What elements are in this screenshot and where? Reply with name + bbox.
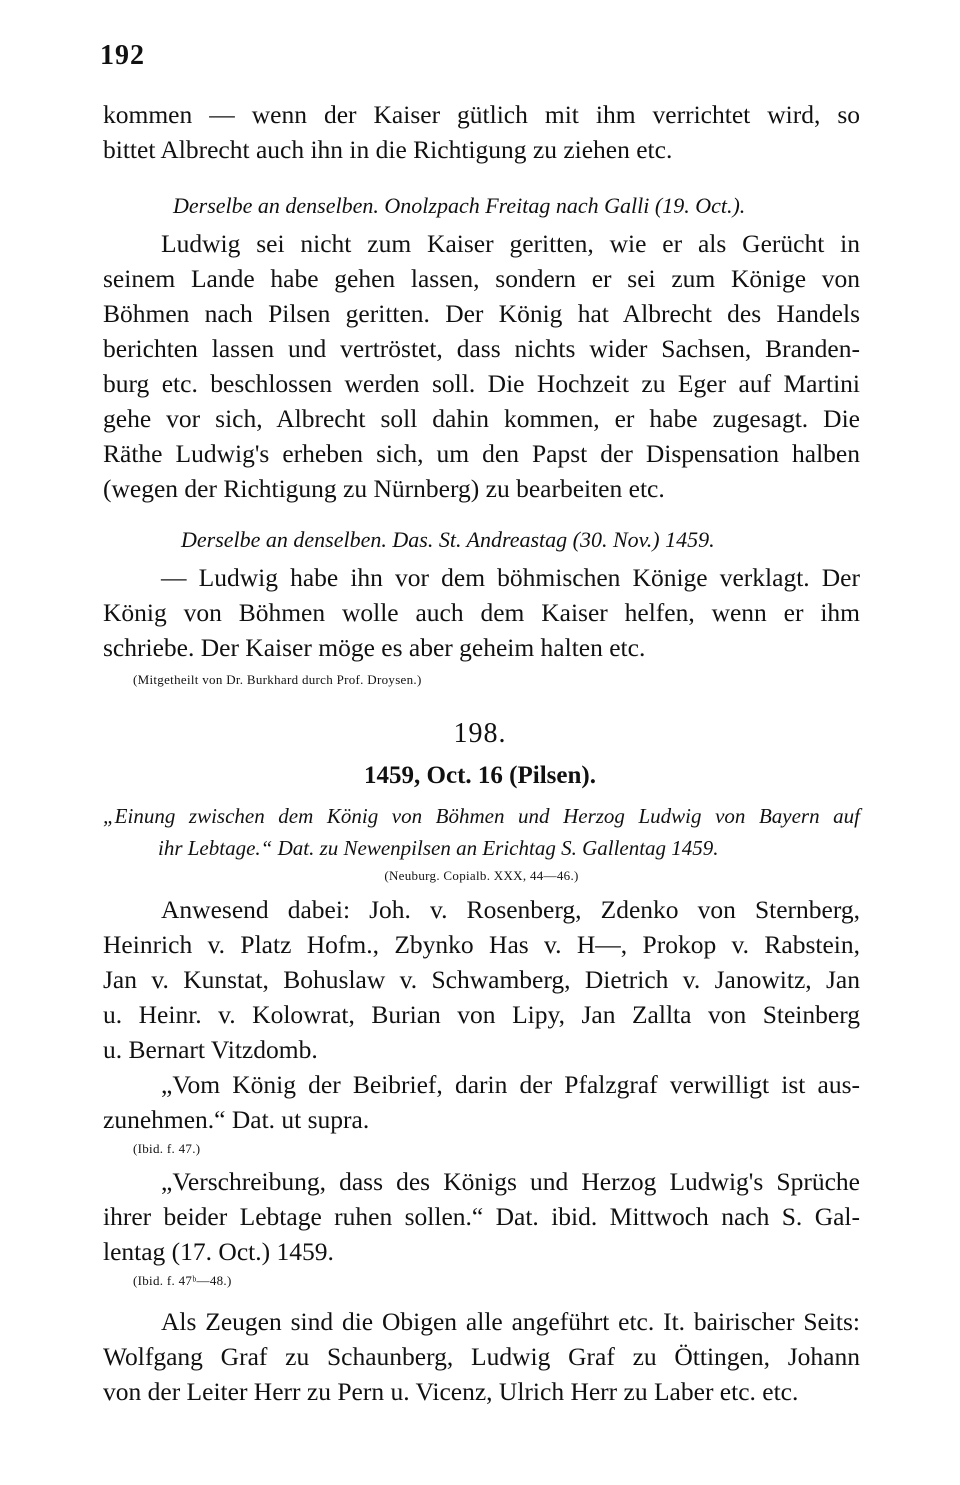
source-note-2	[103, 1139, 860, 1159]
text-line: (wegen der Richtigung zu Nürnberg) zu bearbeiten etc.	[103, 474, 665, 503]
text-line: Anwesend dabei: Joh. v. Rosenberg, Zdenko von Sternberg,	[161, 895, 860, 924]
letter-paragraph-1	[103, 226, 860, 506]
opening-paragraph	[103, 97, 860, 167]
text-line: „Verschreibung, dass des Königs und Herzog Ludwig's Sprüche	[161, 1167, 860, 1196]
document-date: 1459, Oct. 16 (Pilsen).	[364, 762, 596, 789]
text-line: Böhmen nach Pilsen geritten. Der König hat Albrecht des Handels	[103, 299, 860, 328]
document-source	[103, 866, 860, 886]
attendees-paragraph	[103, 892, 860, 1067]
text-line: ihrer beider Lebtage ruhen sollen.“ Dat. ibid. Mittwoch nach S. Gal-	[103, 1202, 860, 1231]
text-line: Wolfgang Graf zu Schaunberg, Ludwig Graf zu Öttingen, Johann	[103, 1342, 860, 1371]
text-line: bittet Albrecht auch ihn in die Richtigung zu ziehen etc.	[103, 135, 673, 164]
letter-heading: Derselbe an denselben. Das. St. Andreastag (30. Nov.) 1459.	[181, 527, 715, 552]
text-line: u. Bernart Vitzdomb.	[103, 1035, 318, 1064]
title-line: „Einung zwischen dem König von Böhmen und Herzog Ludwig von Bayern auf	[103, 804, 860, 828]
text-line: Ludwig sei nicht zum Kaiser geritten, wie er als Gerücht in	[161, 229, 860, 258]
source-note	[103, 670, 860, 690]
text-line: — Ludwig habe ihn vor dem böhmischen Könige verklagt. Der	[161, 563, 860, 592]
page-number: 192	[100, 40, 145, 71]
letter-heading-2	[103, 525, 860, 555]
document-title	[103, 800, 860, 864]
title-line: ihr Lebtage.“ Dat. zu Newenpilsen an Erichtag S. Gallentag 1459.	[158, 836, 719, 860]
letter-paragraph-2	[103, 560, 860, 665]
letter-heading-1	[103, 191, 860, 221]
text-line: Räthe Ludwig's erheben sich, um den Papst der Dispensation halben	[103, 439, 860, 468]
beibrief-paragraph	[103, 1067, 860, 1137]
text-line: zunehmen.“ Dat. ut supra.	[103, 1105, 370, 1134]
source-citation: (Ibid. f. 47ᵇ—48.)	[133, 1273, 232, 1288]
text-line: Als Zeugen sind die Obigen alle angeführt etc. It. bairischer Seits:	[161, 1307, 860, 1336]
text-line: burg etc. beschlossen werden soll. Die Hochzeit zu Eger auf Martini	[103, 369, 860, 398]
text-line: „Vom König der Beibrief, darin der Pfalzgraf verwilligt ist aus-	[161, 1070, 860, 1099]
verschreibung-paragraph	[103, 1164, 860, 1269]
text-line: König von Böhmen wolle auch dem Kaiser helfen, wenn er ihm	[103, 598, 860, 627]
text-line: von der Leiter Herr zu Pern u. Vicenz, Ulrich Herr zu Laber etc. etc.	[103, 1377, 799, 1406]
source-note-3	[103, 1271, 860, 1291]
text-line: berichten lassen und vertröstet, dass nichts wider Sachsen, Branden-	[103, 334, 860, 363]
text-line: kommen — wenn der Kaiser gütlich mit ihm verrichtet wird, so	[103, 100, 860, 129]
witnesses-paragraph	[103, 1304, 860, 1409]
document-number: 198.	[453, 718, 507, 749]
text-line: schriebe. Der Kaiser möge es aber geheim halten etc.	[103, 633, 646, 662]
source-citation: (Neuburg. Copialb. XXX, 44—46.)	[384, 868, 579, 883]
text-line: Jan v. Kunstat, Bohuslaw v. Schwamberg, Dietrich v. Janowitz, Jan	[103, 965, 860, 994]
text-line: u. Heinr. v. Kolowrat, Burian von Lipy, Jan Zallta von Steinberg	[103, 1000, 860, 1029]
source-citation: (Ibid. f. 47.)	[133, 1141, 201, 1156]
text-line: Heinrich v. Platz Hofm., Zbynko Has v. H—, Prokop v. Rabstein,	[103, 930, 860, 959]
letter-heading: Derselbe an denselben. Onolzpach Freitag nach Galli (19. Oct.).	[173, 193, 746, 218]
text-line: seinem Lande habe gehen lassen, sondern er sei zum Könige von	[103, 264, 860, 293]
text-line: gehe vor sich, Albrecht soll dahin kommen, er habe zugesagt. Die	[103, 404, 860, 433]
source-citation: (Mitgetheilt von Dr. Burkhard durch Prof. Droysen.)	[133, 672, 422, 687]
text-line: lentag (17. Oct.) 1459.	[103, 1237, 334, 1266]
